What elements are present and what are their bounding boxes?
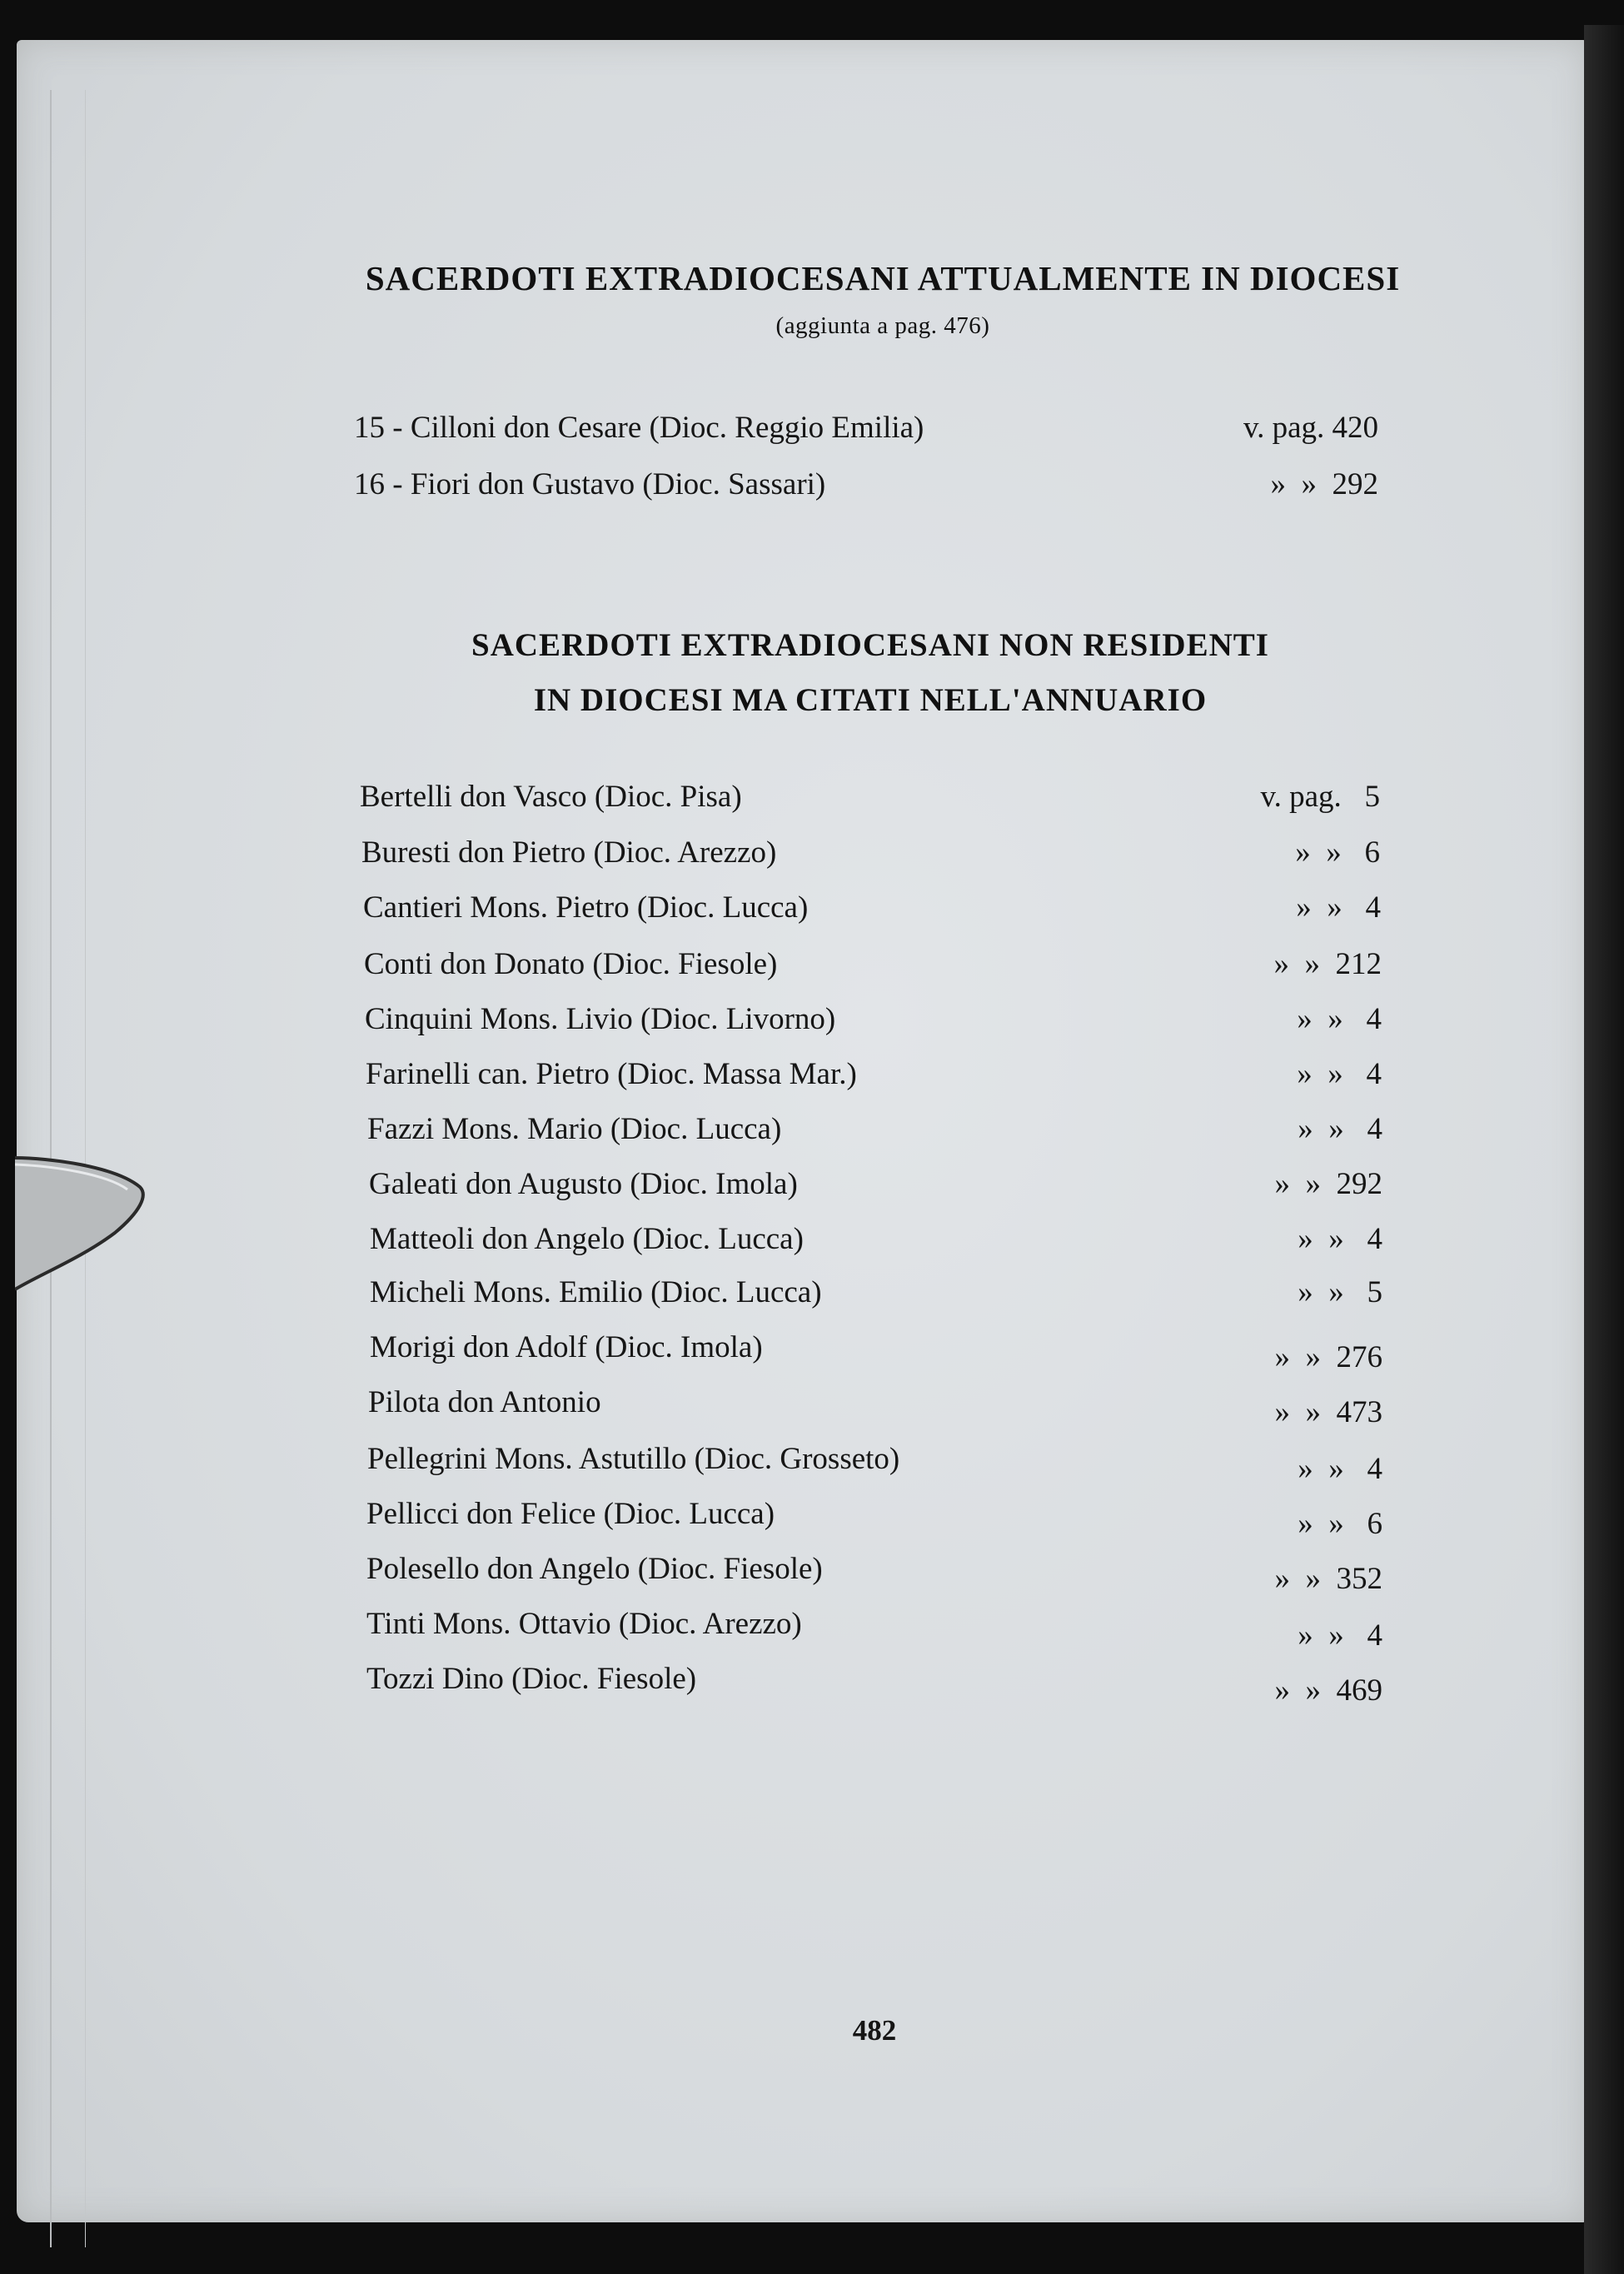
list-item [370, 1221, 1382, 1263]
section1-title: SACERDOTI EXTRADIOCESANI ATTUALMENTE IN DIOCESI [365, 259, 1401, 297]
entry-ref: » » 6 [1298, 1507, 1382, 1541]
list-item [368, 1384, 1382, 1429]
entry-ref: » » 473 [1274, 1395, 1382, 1429]
list-item [354, 410, 1378, 451]
entry-name: Micheli Mons. Emilio (Dioc. Lucca) [370, 1275, 822, 1309]
entry-ref: » » 4 [1297, 1057, 1382, 1091]
list-item [366, 1056, 1382, 1098]
list-item [370, 1329, 1382, 1374]
entry-name: Matteoli don Angelo (Dioc. Lucca) [370, 1222, 804, 1256]
entry-name: Buresti don Pietro (Dioc. Arezzo) [361, 835, 777, 870]
entry-name: 16 - Fiori don Gustavo (Dioc. Sassari) [354, 467, 826, 501]
entry-name: Pellicci don Felice (Dioc. Lucca) [366, 1497, 775, 1531]
list-item [364, 946, 1382, 988]
entry-ref: » » 352 [1274, 1562, 1382, 1596]
list-item [361, 835, 1380, 876]
entry-name: Farinelli can. Pietro (Dioc. Massa Mar.) [366, 1057, 857, 1091]
entry-ref: » » 4 [1298, 1112, 1382, 1146]
entry-name: Tinti Mons. Ottavio (Dioc. Arezzo) [366, 1607, 802, 1641]
entry-ref: » » 5 [1298, 1275, 1382, 1309]
list-item [370, 1274, 1382, 1316]
entry-name: Bertelli don Vasco (Dioc. Pisa) [360, 780, 742, 814]
list-item [367, 1111, 1382, 1153]
list-item [366, 1661, 1382, 1708]
entry-name: Pellegrini Mons. Astutillo (Dioc. Grosseto) [367, 1442, 900, 1476]
entry-ref: » » 276 [1274, 1340, 1382, 1374]
list-item [366, 1551, 1382, 1596]
entry-ref: » » 4 [1298, 1222, 1382, 1256]
entry-name: Galeati don Augusto (Dioc. Imola) [369, 1167, 798, 1201]
entry-name: Fazzi Mons. Mario (Dioc. Lucca) [367, 1112, 782, 1146]
list-item [363, 890, 1381, 931]
entry-ref: v. pag. 420 [1243, 411, 1378, 445]
entry-ref: » » 469 [1274, 1673, 1382, 1708]
entry-ref: » » 212 [1273, 947, 1382, 981]
entry-name: Pilota don Antonio [368, 1385, 601, 1419]
list-item [367, 1441, 1382, 1486]
entry-ref: v. pag. 5 [1260, 780, 1380, 814]
list-item [369, 1166, 1382, 1208]
entry-ref: » » 292 [1270, 467, 1378, 501]
list-item [366, 1496, 1382, 1541]
entry-ref: » » 4 [1298, 1618, 1382, 1653]
entry-ref: » » 6 [1295, 835, 1380, 870]
list-item [354, 466, 1378, 508]
entry-name: Cinquini Mons. Livio (Dioc. Livorno) [365, 1002, 836, 1036]
entry-name: Morigi don Adolf (Dioc. Imola) [370, 1330, 763, 1364]
entry-ref: » » 4 [1298, 1452, 1382, 1486]
dark-background-strip [1584, 25, 1624, 2274]
list-item [365, 1001, 1382, 1043]
section1-subtitle: (aggiunta a pag. 476) [775, 312, 990, 339]
list-item [360, 779, 1380, 820]
entry-name: 15 - Cilloni don Cesare (Dioc. Reggio Emilia) [354, 411, 924, 445]
entry-ref: » » 4 [1296, 890, 1381, 925]
entry-ref: » » 292 [1274, 1167, 1382, 1201]
entry-ref: » » 4 [1297, 1002, 1382, 1036]
section2-title-line1: SACERDOTI EXTRADIOCESANI NON RESIDENTI [471, 627, 1269, 663]
entry-name: Conti don Donato (Dioc. Fiesole) [364, 947, 778, 981]
section2-title-line2: IN DIOCESI MA CITATI NELL'ANNUARIO [533, 682, 1208, 718]
paper-clip-tab [15, 1141, 148, 1291]
list-item [366, 1606, 1382, 1653]
entry-name: Polesello don Angelo (Dioc. Fiesole) [366, 1552, 823, 1586]
page-number: 482 [852, 2014, 897, 2047]
entry-name: Cantieri Mons. Pietro (Dioc. Lucca) [363, 890, 809, 925]
entry-name: Tozzi Dino (Dioc. Fiesole) [366, 1662, 697, 1696]
